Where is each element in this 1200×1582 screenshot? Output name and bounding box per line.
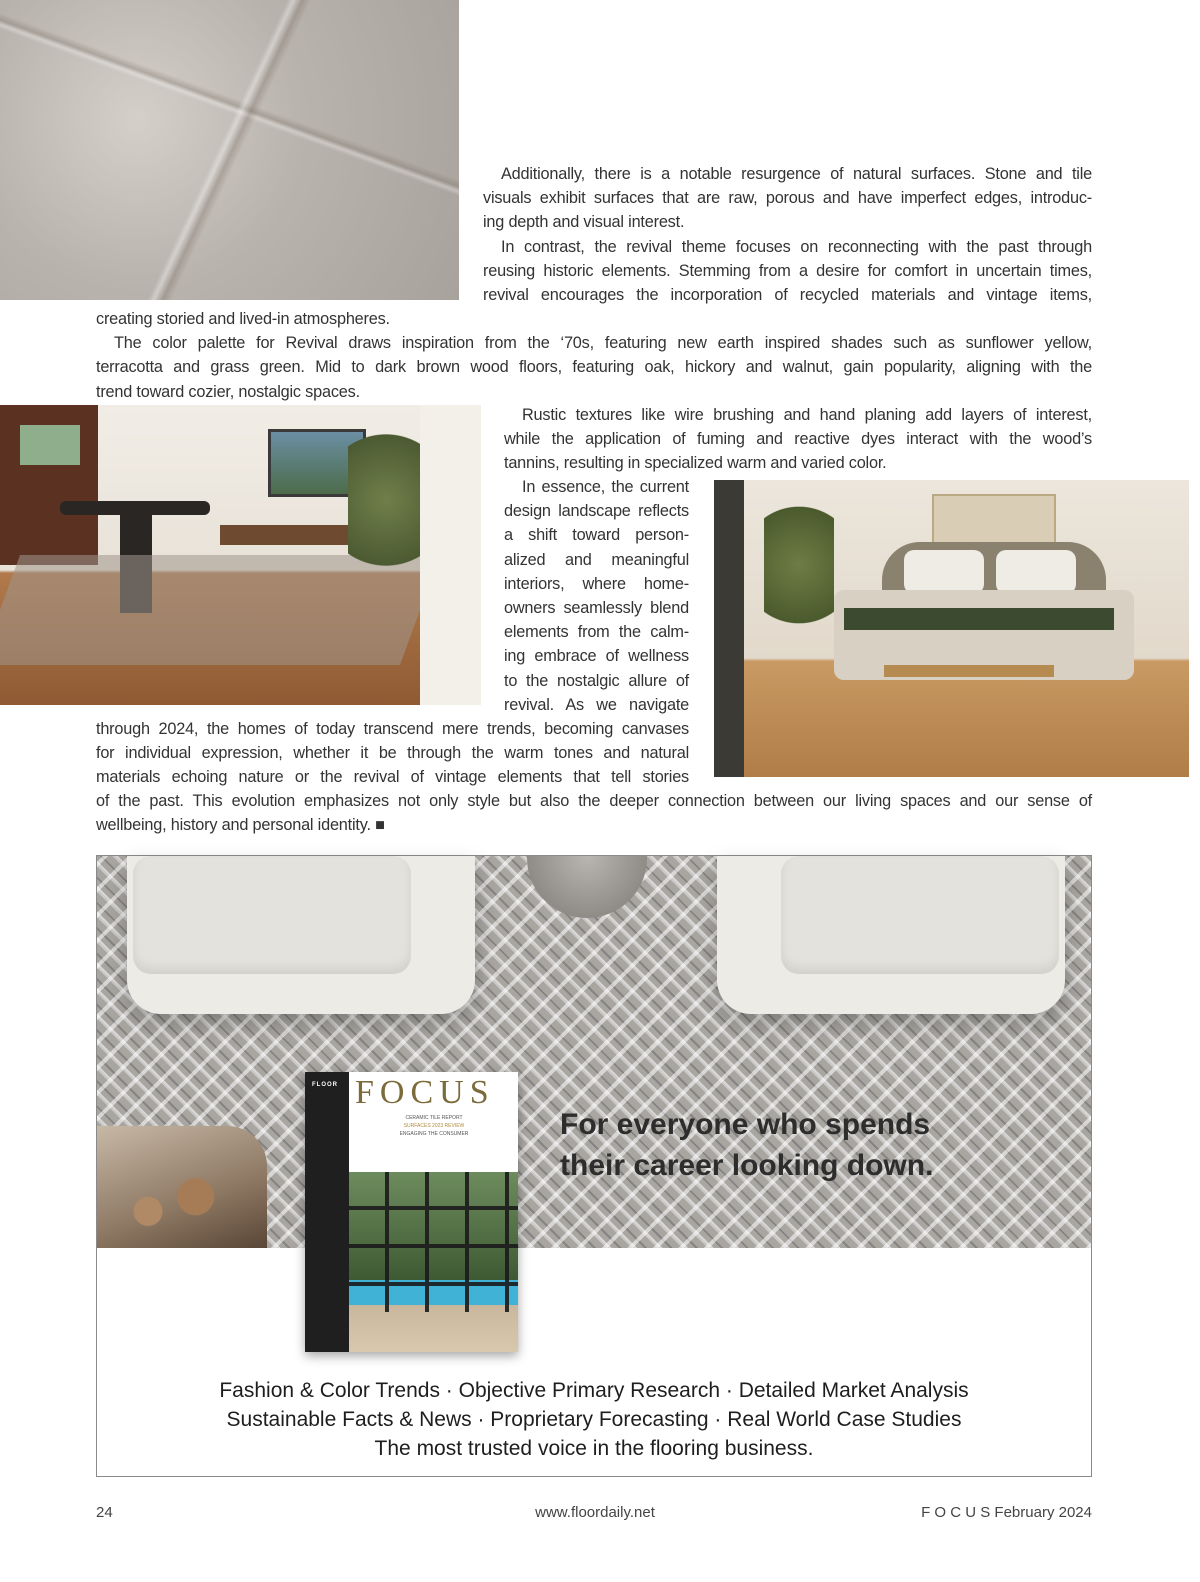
text-line: a shift toward person- bbox=[504, 526, 689, 545]
focus-advertisement bbox=[96, 855, 1092, 1477]
text-line: reusing historic elements. Stemming from a desire for comfort in uncertain times, bbox=[483, 261, 1092, 280]
magazine-cover-lines bbox=[355, 1114, 513, 1138]
planter-decor bbox=[527, 856, 647, 918]
cover-line: ENGAGING THE CONSUMER bbox=[399, 1131, 469, 1137]
paragraph-rustic-textures bbox=[504, 403, 1092, 476]
text-line: In essence, the current bbox=[522, 478, 689, 496]
text-line: Rustic textures like wire brushing and hand planing add layers of interest, bbox=[522, 406, 1092, 424]
entryway-wood-floor-photo bbox=[0, 405, 481, 705]
text-line: visuals exhibit surfaces that are raw, porous and have imperfect edges, introduc- bbox=[483, 189, 1092, 208]
paragraph-revival-palette bbox=[96, 307, 1092, 404]
text-line: ing depth and visual interest. bbox=[483, 213, 685, 232]
armchair-right bbox=[717, 856, 1065, 1014]
text-line: The color palette for Revival draws inspiration from the ‘70s, featuring new earth inspired shades such as sunflower yellow, bbox=[114, 334, 1092, 353]
firewood-decor bbox=[97, 1126, 267, 1248]
text-line: to the nostalgic allure of bbox=[504, 671, 689, 690]
text-line: Additionally, there is a notable resurgence of natural surfaces. Stone and tile bbox=[501, 165, 1092, 183]
magazine-spine bbox=[305, 1072, 349, 1352]
ad-feature-line: Sustainable Facts & News · Proprietary Forecasting · Real World Case Studies bbox=[226, 1408, 962, 1431]
text-line: design landscape reflects bbox=[504, 502, 689, 521]
text-line: alized and meaningful bbox=[504, 550, 689, 569]
magazine-spine-label: FLOOR bbox=[312, 1082, 338, 1088]
ad-feature-line: Fashion & Color Trends · Objective Primary Research · Detailed Market Analysis bbox=[219, 1379, 969, 1402]
text-line: materials echoing nature or the revival of vintage elements that tell stories bbox=[96, 768, 689, 787]
text-line: revival encourages the incorporation of recycled materials and vintage items, bbox=[483, 286, 1092, 305]
bedroom-wood-floor-photo bbox=[714, 480, 1189, 777]
text-line: interiors, where home- bbox=[504, 574, 689, 593]
ad-carpet-photo bbox=[97, 856, 1091, 1248]
text-line: wellbeing, history and personal identity. ■ bbox=[96, 816, 385, 835]
magazine-cover bbox=[305, 1072, 518, 1352]
text-line: creating storied and lived-in atmospheres. bbox=[96, 310, 390, 328]
paragraph-natural-surfaces bbox=[483, 162, 1092, 307]
cover-line: SURFACES 2023 REVIEW bbox=[403, 1123, 465, 1129]
text-line: of the past. This evolution emphasizes not only style but also the deeper connection between our living spaces and our sense of bbox=[96, 792, 1092, 810]
cover-line: CERAMIC TILE REPORT bbox=[405, 1115, 463, 1121]
magazine-window-frames bbox=[349, 1172, 518, 1312]
text-line: In contrast, the revival theme focuses on reconnecting with the past through bbox=[501, 237, 1092, 256]
paragraph-in-essence-narrow bbox=[504, 475, 689, 717]
text-line: tannins, resulting in specialized warm and varied color. bbox=[504, 454, 887, 473]
paragraph-in-essence-wide bbox=[96, 789, 1092, 837]
text-line: terracotta and grass green. Mid to dark brown wood floors, featuring oak, hickory and walnut, gain popularity, aligning with the bbox=[96, 358, 1092, 377]
ad-features bbox=[97, 1376, 1091, 1463]
page-number: 24 bbox=[96, 1504, 113, 1521]
stone-tile-photo bbox=[0, 0, 459, 300]
ad-tagline: The most trusted voice in the flooring business. bbox=[374, 1437, 814, 1460]
text-line: revival. As we navigate bbox=[504, 695, 689, 714]
text-line: owners seamlessly blend bbox=[504, 599, 689, 618]
armchair-left bbox=[127, 856, 475, 1014]
text-line: while the application of fuming and reactive dyes interact with the wood’s bbox=[504, 430, 1092, 449]
footer-issue: F O C U S February 2024 bbox=[921, 1504, 1092, 1521]
paragraph-in-essence-mid bbox=[96, 717, 689, 790]
magazine-title: FOCUS bbox=[355, 1074, 495, 1111]
text-line: ing embrace of wellness bbox=[504, 647, 689, 666]
text-line: elements from the calm- bbox=[504, 623, 689, 642]
text-line: trend toward cozier, nostalgic spaces. bbox=[96, 382, 360, 401]
text-line: through 2024, the homes of today transcend mere trends, becoming canvases bbox=[96, 720, 689, 738]
footer-url[interactable]: www.floordaily.net bbox=[535, 1504, 655, 1521]
text-line: for individual expression, whether it be through the warm tones and natural bbox=[96, 744, 689, 763]
ad-headline: For everyone who spends their career looking down. bbox=[560, 1108, 934, 1182]
